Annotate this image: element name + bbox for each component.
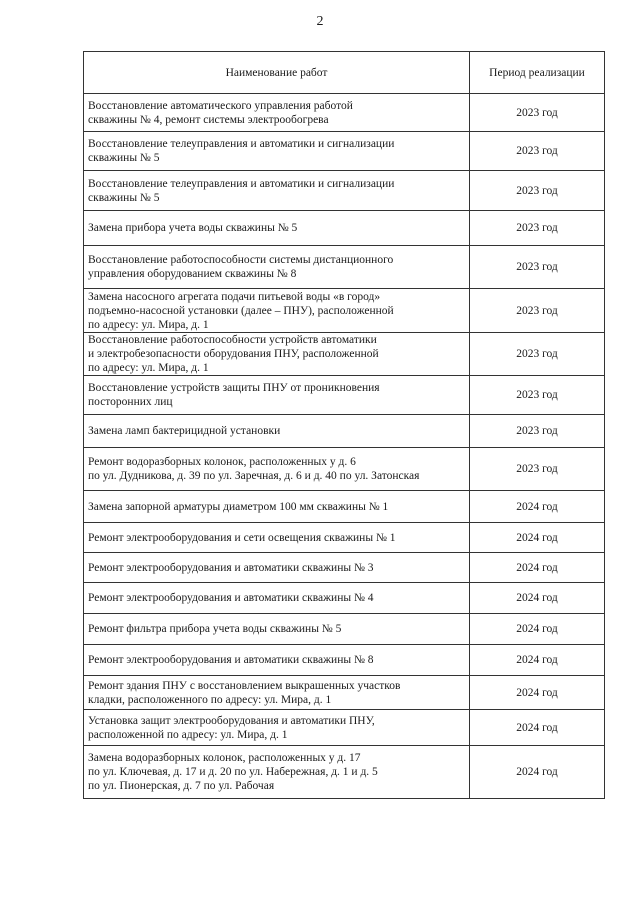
work-name-line: Восстановление работоспособности устройств автоматики	[88, 334, 377, 346]
work-name-line: Ремонт фильтра прибора учета воды скважины № 5	[88, 623, 342, 635]
work-name-cell	[84, 376, 470, 415]
period-cell: 2023 год	[470, 289, 605, 333]
work-name-line: скважины № 5	[88, 152, 160, 164]
table-row	[84, 289, 605, 333]
work-name-line: Восстановление телеуправления и автоматики и сигнализации	[88, 177, 395, 190]
work-name-line: кладки, расположенного по адресу: ул. Мира, д. 1	[88, 693, 332, 706]
work-name-line: Ремонт электрооборудования и автоматики скважины № 3	[88, 561, 374, 574]
period-cell: 2024 год	[470, 614, 605, 645]
work-name-line: Замена насосного агрегата подачи питьевой воды «в город»	[88, 290, 381, 303]
work-name-line: по адресу: ул. Мира, д. 1	[88, 362, 209, 374]
table-row	[84, 645, 605, 676]
work-name-line: скважины № 5	[88, 191, 160, 204]
table-row	[84, 523, 605, 553]
work-name-cell	[84, 553, 470, 583]
page-number: 2	[316, 14, 324, 29]
table-row	[84, 676, 605, 710]
work-name-cell	[84, 94, 470, 132]
header-period: Период реализации	[470, 52, 605, 94]
table-header-row	[84, 52, 605, 94]
table-row	[84, 246, 605, 289]
table-row	[84, 376, 605, 415]
work-name-cell	[84, 710, 470, 746]
period-cell: 2023 год	[470, 333, 605, 376]
work-name-cell	[84, 211, 470, 246]
work-name-line: Восстановление работоспособности системы дистанционного	[88, 254, 394, 266]
work-name-line: и электробезопасности оборудования ПНУ, расположенной	[88, 348, 379, 360]
work-name-line: Ремонт водоразборных колонок, расположенных у д. 6	[88, 456, 356, 468]
work-name-line: Замена ламп бактерицидной установки	[88, 425, 281, 437]
works-table	[83, 51, 605, 799]
work-name-line: по ул. Пионерская, д. 7 по ул. Рабочая	[88, 780, 275, 792]
table-row	[84, 132, 605, 171]
work-name-line: Ремонт здания ПНУ с восстановлением выкрашенных участков	[88, 679, 401, 692]
work-name-cell	[84, 415, 470, 448]
work-name-line: Установка защит электрооборудования и автоматики ПНУ,	[88, 714, 375, 727]
work-name-line: по адресу: ул. Мира, д. 1	[88, 318, 209, 331]
work-name-cell	[84, 676, 470, 710]
work-name-line: Восстановление телеуправления и автоматики и сигнализации	[88, 138, 395, 150]
work-name-cell	[84, 289, 470, 333]
period-cell: 2024 год	[470, 553, 605, 583]
table-row	[84, 746, 605, 799]
table-row	[84, 171, 605, 211]
work-name-cell	[84, 246, 470, 289]
table-row	[84, 553, 605, 583]
work-name-cell	[84, 645, 470, 676]
period-cell: 2023 год	[470, 132, 605, 171]
table-row	[84, 583, 605, 614]
table-row	[84, 94, 605, 132]
table-row	[84, 333, 605, 376]
work-name-line: по ул. Ключевая, д. 17 и д. 20 по ул. Набережная, д. 1 и д. 5	[88, 766, 378, 778]
period-cell: 2024 год	[470, 583, 605, 614]
period-cell: 2024 год	[470, 491, 605, 523]
table-row	[84, 614, 605, 645]
table-row	[84, 491, 605, 523]
work-name-line: Ремонт электрооборудования и сети освещения скважины № 1	[88, 531, 396, 544]
period-cell: 2023 год	[470, 448, 605, 491]
work-name-line: по ул. Дудникова, д. 39 по ул. Заречная, д. 6 и д. 40 по ул. Затонская	[88, 470, 420, 482]
work-name-cell	[84, 333, 470, 376]
work-name-line: Замена запорной арматуры диаметром 100 мм скважины № 1	[88, 500, 389, 513]
work-name-cell	[84, 583, 470, 614]
work-name-line: Восстановление автоматического управления работой	[88, 99, 353, 112]
work-name-cell	[84, 746, 470, 799]
work-name-cell	[84, 132, 470, 171]
period-cell: 2024 год	[470, 710, 605, 746]
work-name-line: Замена прибора учета воды скважины № 5	[88, 222, 298, 234]
period-cell: 2023 год	[470, 376, 605, 415]
period-cell: 2023 год	[470, 246, 605, 289]
work-name-cell	[84, 171, 470, 211]
period-cell: 2024 год	[470, 746, 605, 799]
work-name-line: Восстановление устройств защиты ПНУ от проникновения	[88, 382, 380, 394]
work-name-line: Ремонт электрооборудования и автоматики скважины № 4	[88, 592, 374, 604]
period-cell: 2023 год	[470, 171, 605, 211]
work-name-line: Ремонт электрооборудования и автоматики скважины № 8	[88, 654, 374, 666]
work-name-cell	[84, 614, 470, 645]
work-name-cell	[84, 491, 470, 523]
work-name-line: подъемно-насосной установки (далее – ПНУ), расположенной	[88, 304, 394, 317]
period-cell: 2023 год	[470, 211, 605, 246]
period-cell: 2023 год	[470, 94, 605, 132]
work-name-line: посторонних лиц	[88, 396, 173, 408]
table-row	[84, 448, 605, 491]
header-work-name: Наименование работ	[84, 52, 470, 94]
work-name-line: расположенной по адресу: ул. Мира, д. 1	[88, 728, 288, 741]
table-row	[84, 211, 605, 246]
table-row	[84, 710, 605, 746]
work-name-cell	[84, 523, 470, 553]
period-cell: 2024 год	[470, 676, 605, 710]
period-cell: 2024 год	[470, 523, 605, 553]
work-name-line: скважины № 4, ремонт системы электрообогрева	[88, 113, 329, 126]
period-cell: 2023 год	[470, 415, 605, 448]
table-row	[84, 415, 605, 448]
work-name-line: управления оборудованием скважины № 8	[88, 268, 297, 280]
work-name-line: Замена водоразборных колонок, расположенных у д. 17	[88, 752, 361, 764]
period-cell: 2024 год	[470, 645, 605, 676]
work-name-cell	[84, 448, 470, 491]
